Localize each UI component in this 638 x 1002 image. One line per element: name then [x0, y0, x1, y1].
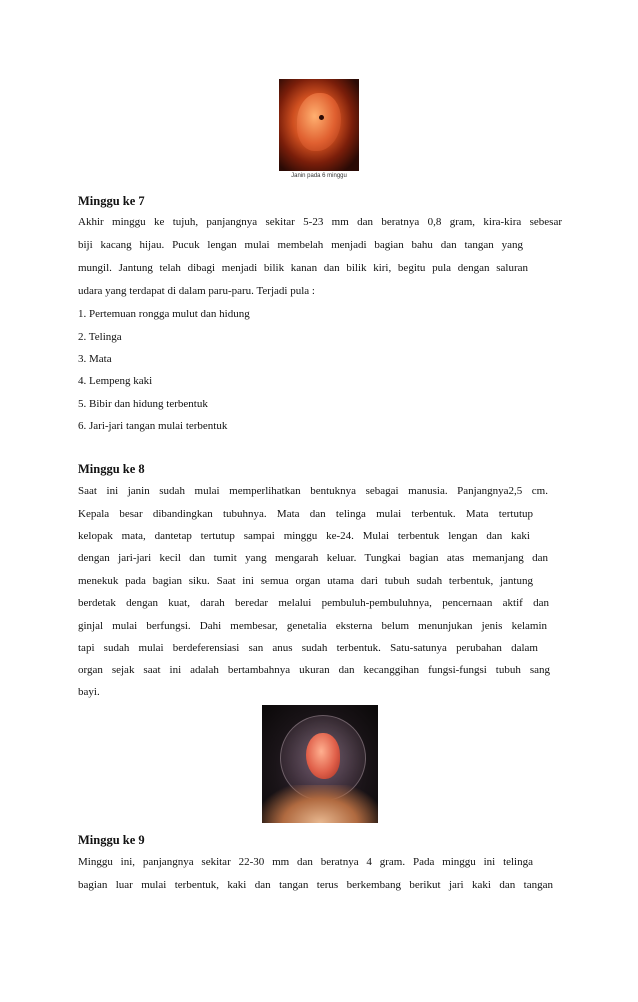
embryo-shape: [306, 733, 340, 779]
week7-list-item-4: 4. Lempeng kaki: [78, 375, 153, 387]
week9-line-1: Minggu ini, panjangnya sekitar 22-30 mm dan beratnya 4 gram. Pada minggu ini telinga: [78, 856, 533, 868]
figure-embryo-6-weeks: [279, 79, 359, 183]
week8-line-9: organ sejak saat ini adalah bertambahnya ukuran dan kecanggihan fungsi-fungsi tubuh sang: [78, 664, 550, 676]
week8-line-7: ginjal mulai berfungsi. Dahi membesar, genetalia eksterna belum menunjukan jenis kelamin: [78, 620, 547, 632]
week8-line-2: Kepala besar dibandingkan tubuhnya. Mata dan telinga mulai terbentuk. Mata tertutup: [78, 508, 533, 520]
week7-line-4: udara yang terdapat di dalam paru-paru. Terjadi pula :: [78, 285, 315, 297]
embryo-shape: [297, 93, 341, 151]
week7-list-item-3: 3. Mata: [78, 353, 112, 365]
week8-line-1: Saat ini janin sudah mulai memperlihatkan bentuknya sebagai manusia. Panjangnya2,5 cm.: [78, 485, 548, 497]
week9-heading: Minggu ke 9: [78, 833, 145, 847]
embryo-in-sac-photo-icon: [262, 705, 378, 823]
week7-line-2: biji kacang hijau. Pucuk lengan mulai membelah menjadi bagian bahu dan tangan yang: [78, 239, 523, 251]
week7-list-item-1: 1. Pertemuan rongga mulut dan hidung: [78, 308, 250, 320]
week7-list-item-2: 2. Telinga: [78, 331, 122, 343]
week8-line-8: tapi sudah mulai berdeferensiasi san anus sudah terbentuk. Satu-satunya perubahan dalam: [78, 642, 538, 654]
week8-heading: Minggu ke 8: [78, 462, 145, 476]
week7-list-item-6: 6. Jari-jari tangan mulai terbentuk: [78, 420, 228, 432]
week7-list-item-5: 5. Bibir dan hidung terbentuk: [78, 398, 208, 410]
week9-line-2: bagian luar mulai terbentuk, kaki dan tangan terus berkembang berikut jari kaki dan tangan: [78, 879, 553, 891]
embryo-photo-icon: [279, 79, 359, 171]
week7-heading: Minggu ke 7: [78, 194, 145, 208]
week8-line-4: dengan jari-jari kecil dan tumit yang mengarah keluar. Tungkai bagian atas memanjang dan: [78, 552, 548, 564]
week8-line-6: berdetak dengan kuat, darah beredar melalui pembuluh-pembuluhnya, pencernaan aktif dan: [78, 597, 549, 609]
week8-line-10: bayi.: [78, 686, 100, 698]
figure-caption: Janin pada 6 minggu: [291, 173, 347, 179]
week7-line-3: mungil. Jantung telah dibagi menjadi bilik kanan dan bilik kiri, begitu pula dengan saluran: [78, 262, 528, 274]
week8-line-3: kelopak mata, dantetap tertutup sampai minggu ke-24. Mulai terbentuk lengan dan kaki: [78, 530, 530, 542]
embryo-eye: [319, 115, 324, 120]
figure-embryo-in-sac: [262, 705, 378, 823]
week7-line-1: Akhir minggu ke tujuh, panjangnya sekitar 5-23 mm dan beratnya 0,8 gram, kira-kira sebesar: [78, 216, 562, 228]
placental-tissue: [262, 785, 378, 823]
week8-line-5: menekuk pada bagian siku. Saat ini semua organ utama dari tubuh sudah terbentuk, jantung: [78, 575, 533, 587]
